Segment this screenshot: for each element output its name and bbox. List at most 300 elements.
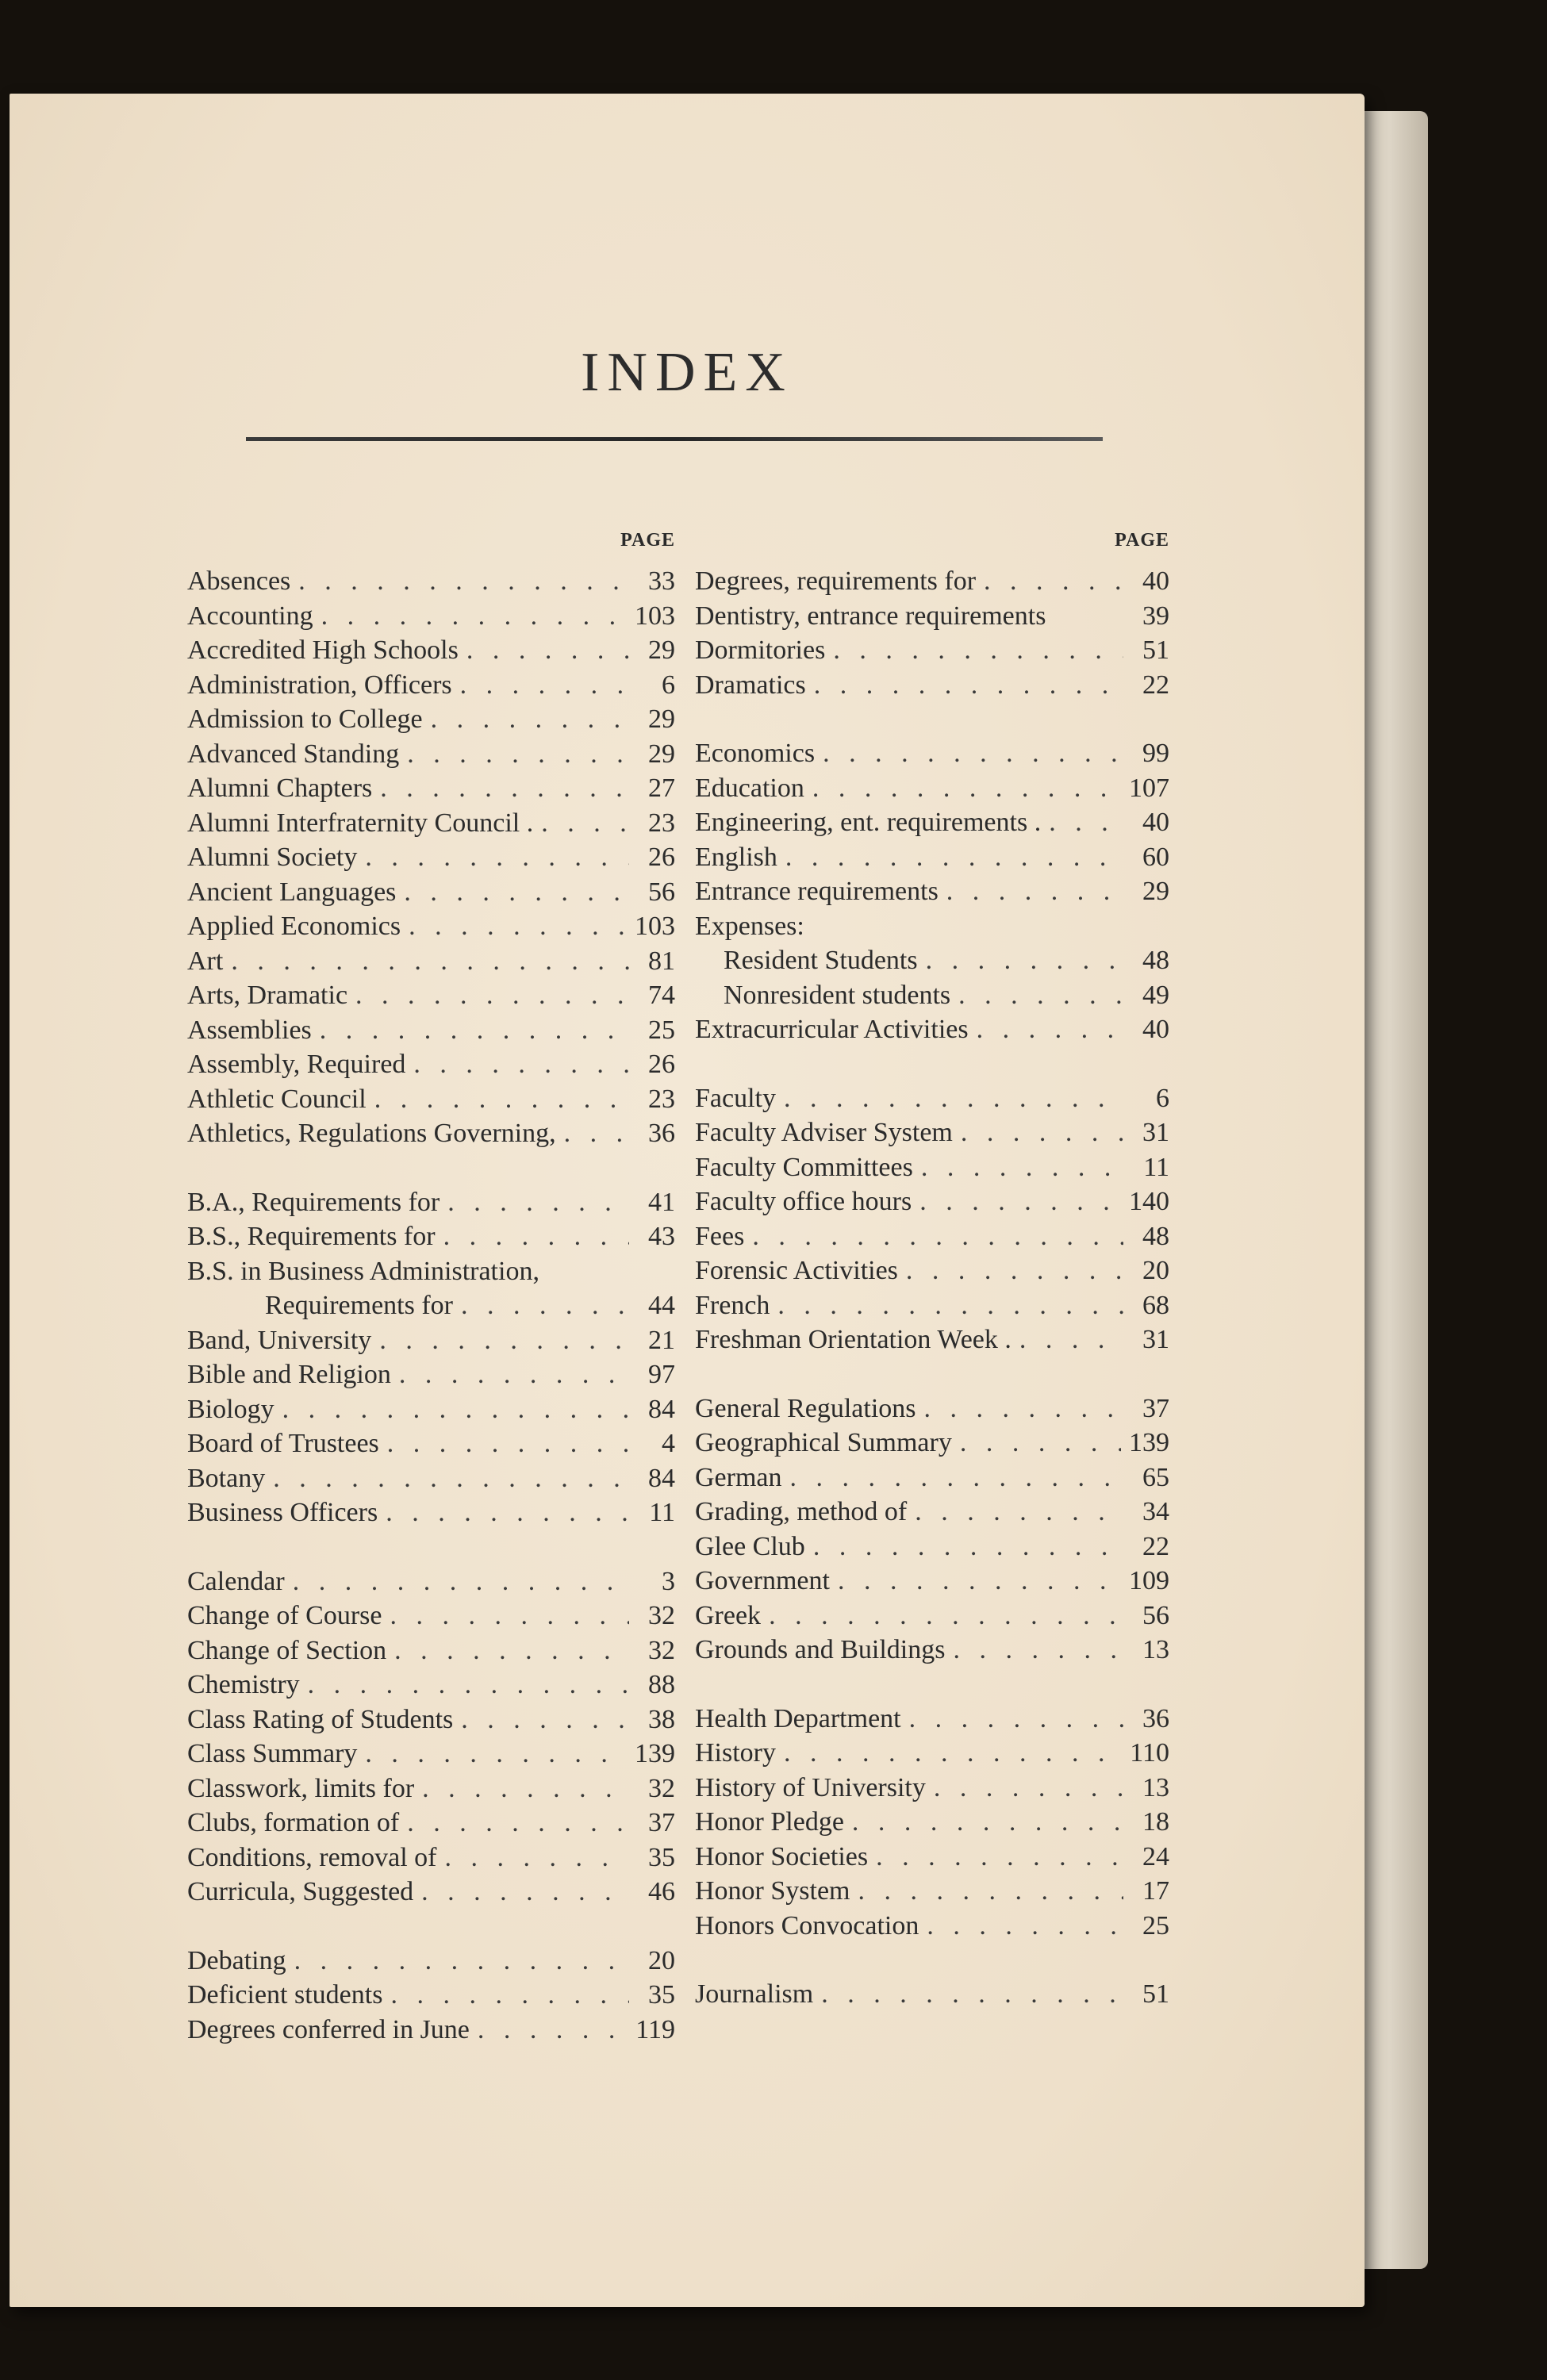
index-entry	[695, 1876, 1169, 1911]
index-entry-label: B.S. in Business Administration,	[187, 1256, 539, 1286]
index-entry-page: 32	[648, 1635, 675, 1665]
dot-leader	[407, 739, 629, 770]
index-entry-page: 26	[648, 1050, 675, 1079]
index-entry-label: Ancient Languages	[187, 877, 397, 907]
index-entry	[695, 1015, 1169, 1050]
index-entry	[695, 1738, 1169, 1773]
index-entry-label: General Regulations	[695, 1393, 916, 1423]
index-entry-label: Entrance requirements	[695, 877, 939, 906]
index-entry	[187, 739, 675, 774]
dot-leader	[461, 1291, 629, 1321]
index-entry	[187, 1084, 675, 1119]
dot-leader	[404, 877, 629, 908]
dot-leader	[784, 1738, 1122, 1768]
book-page	[10, 94, 1365, 2307]
index-entry	[695, 1807, 1169, 1842]
index-entry-page: 110	[1130, 1738, 1169, 1768]
dot-leader	[953, 1635, 1123, 1665]
section-gap	[695, 1945, 1169, 1979]
dot-leader	[320, 1015, 629, 1046]
dot-leader	[906, 1256, 1123, 1286]
index-entry-label: Biology	[187, 1394, 274, 1424]
index-entry-page: 32	[648, 1773, 675, 1803]
dot-leader	[365, 843, 629, 873]
index-entry-label: Athletic Council	[187, 1084, 367, 1114]
dot-leader	[790, 1463, 1123, 1493]
dot-leader	[984, 566, 1123, 597]
index-entry-page: 20	[648, 1945, 675, 1975]
index-entry-label: Resident Students	[724, 946, 918, 975]
index-entry-label: Engineering, ent. requirements .	[695, 808, 1042, 837]
index-entry-label: Grounds and Buildings	[695, 1635, 946, 1664]
index-entry	[187, 2015, 675, 2050]
index-entry-label: Faculty Adviser System	[695, 1118, 953, 1147]
index-entry-label: Dentistry, entrance requirements	[695, 601, 1046, 631]
index-entry-page: 13	[1142, 1772, 1169, 1802]
index-entry	[695, 912, 1169, 946]
index-entry	[695, 1084, 1169, 1119]
page-column-header: PAGE	[1115, 530, 1169, 551]
index-entry	[695, 1256, 1169, 1291]
index-entry-label: Chemistry	[187, 1670, 300, 1699]
index-entry-page: 40	[1142, 566, 1169, 596]
index-entry-page: 25	[648, 1015, 675, 1045]
index-entry-page: 74	[648, 981, 675, 1010]
index-entry-page: 139	[635, 1739, 675, 1768]
index-entry-page: 97	[648, 1360, 675, 1389]
index-entry-label: Forensic Activities	[695, 1256, 898, 1285]
index-entry	[695, 808, 1169, 843]
dot-leader	[852, 1807, 1123, 1837]
dot-leader	[921, 1153, 1123, 1183]
dot-leader	[541, 808, 629, 839]
dot-leader	[924, 1394, 1123, 1424]
index-entry	[187, 1739, 675, 1774]
index-entry	[695, 1463, 1169, 1498]
index-entry	[695, 601, 1169, 636]
index-entry-page: 29	[648, 635, 675, 665]
index-entry-page: 51	[1142, 1979, 1169, 2009]
index-entry	[187, 1188, 675, 1223]
index-entry	[695, 1704, 1169, 1739]
index-entry-page: 84	[648, 1463, 675, 1493]
index-entry	[695, 1773, 1169, 1808]
page-title: INDEX	[581, 342, 793, 403]
dot-leader	[421, 1877, 629, 1907]
index-entry-label: Class Summary	[187, 1739, 358, 1768]
dot-leader	[769, 1601, 1123, 1631]
index-entry-page: 33	[648, 566, 675, 596]
index-entry-page: 36	[1142, 1703, 1169, 1733]
index-entry-label: Journalism	[695, 1979, 814, 2009]
index-entry-page: 84	[648, 1394, 675, 1424]
index-entry-label: Nonresident students	[724, 980, 951, 1010]
index-entry	[695, 1497, 1169, 1532]
index-entry	[695, 1187, 1169, 1222]
index-entry-page: 103	[635, 912, 675, 941]
index-entry	[187, 1946, 675, 1981]
index-entry-label: Honors Convocation	[695, 1910, 919, 1940]
index-entry-page: 31	[1142, 1118, 1169, 1147]
dot-leader	[273, 1464, 629, 1494]
dot-leader	[785, 843, 1123, 873]
index-entry	[695, 1635, 1169, 1670]
dot-leader	[444, 1843, 629, 1873]
dot-leader	[355, 981, 629, 1011]
index-entry-label: Clubs, formation of	[187, 1808, 400, 1837]
index-entry-page: 6	[1156, 1083, 1169, 1113]
dot-leader	[926, 946, 1123, 976]
index-entry-label: Alumni Society	[187, 843, 358, 872]
index-entry-label: Degrees, requirements for	[695, 566, 977, 596]
index-entry-page: 26	[648, 843, 675, 872]
index-entry-page: 60	[1142, 842, 1169, 872]
dot-leader	[298, 566, 629, 597]
dot-leader	[407, 1808, 629, 1838]
index-entry-label: Arts, Dramatic	[187, 981, 348, 1010]
index-entry-label: Bible and Religion	[187, 1360, 391, 1389]
index-entry-page: 41	[648, 1187, 675, 1217]
index-entry	[187, 566, 675, 601]
index-entry	[187, 877, 675, 912]
index-entry	[695, 1118, 1169, 1153]
index-entry-label: Business Officers	[187, 1498, 378, 1527]
dot-leader	[399, 1360, 629, 1390]
dot-leader	[919, 1187, 1121, 1217]
index-entry-page: 38	[648, 1704, 675, 1734]
index-entry-label: Alumni Interfraternity Council .	[187, 808, 534, 838]
index-entry-label: Administration, Officers	[187, 670, 452, 700]
index-entry	[695, 1911, 1169, 1946]
index-entry-label: Honor Societies	[695, 1841, 869, 1871]
index-entry-page: 37	[648, 1808, 675, 1837]
section-gap	[187, 1533, 675, 1567]
dot-leader	[390, 1980, 629, 2010]
index-entry-page: 29	[1142, 877, 1169, 906]
index-entry	[695, 981, 1169, 1015]
index-entry-page: 20	[1142, 1256, 1169, 1285]
index-entry-page: 139	[1129, 1428, 1169, 1457]
dot-leader	[1049, 808, 1123, 838]
index-entry	[187, 843, 675, 877]
section-gap	[695, 1050, 1169, 1084]
index-entry-label: Degrees conferred in June	[187, 2014, 470, 2044]
dot-leader	[777, 1291, 1123, 1321]
index-entry-label: Athletics, Regulations Governing,	[187, 1119, 556, 1148]
dot-leader	[977, 1015, 1123, 1045]
index-entry-page: 48	[1142, 946, 1169, 975]
index-entry-page: 29	[648, 704, 675, 734]
dot-leader	[380, 774, 629, 804]
section-gap	[695, 704, 1169, 739]
index-entry-label: Admission to College	[187, 704, 423, 734]
index-entry-label: Economics	[695, 739, 816, 768]
index-entry	[187, 1980, 675, 2015]
index-entry	[695, 1979, 1169, 2014]
index-entry-label: B.S., Requirements for	[187, 1222, 436, 1251]
index-entry-page: 103	[635, 601, 675, 631]
dot-leader	[394, 1636, 629, 1666]
index-entry-label: Assembly, Required	[187, 1050, 406, 1079]
index-entry	[187, 1395, 675, 1430]
index-entry	[187, 1291, 675, 1326]
dot-leader	[812, 774, 1121, 804]
index-entry	[695, 739, 1169, 774]
index-entry	[187, 1464, 675, 1499]
index-entry-page: 56	[648, 877, 675, 907]
index-entry-label: Extracurricular Activities	[695, 1015, 969, 1044]
index-entry-label: Accredited High Schools	[187, 635, 459, 665]
index-entry-label: Deficient students	[187, 1980, 383, 2010]
dot-leader	[927, 1911, 1123, 1941]
dot-leader	[413, 1050, 629, 1080]
index-entry	[695, 1291, 1169, 1326]
dot-leader	[447, 1188, 629, 1218]
dot-leader	[814, 670, 1123, 701]
dot-leader	[1019, 1325, 1123, 1355]
index-entry-page: 99	[1142, 739, 1169, 768]
dot-leader	[823, 739, 1123, 769]
index-entry-label: Conditions, removal of	[187, 1842, 437, 1872]
index-entry	[187, 912, 675, 946]
index-entry-label: Geographical Summary	[695, 1428, 952, 1457]
index-entry-page: 31	[1142, 1325, 1169, 1354]
index-entry-label: Curricula, Suggested	[187, 1877, 414, 1906]
index-column-right	[695, 530, 1169, 2014]
index-entry-label: Absences	[187, 566, 291, 596]
index-entry-page: 48	[1142, 1221, 1169, 1251]
dot-leader	[961, 1118, 1123, 1148]
index-entry-page: 34	[1142, 1497, 1169, 1526]
index-entry	[695, 1532, 1169, 1567]
dot-leader	[386, 1498, 629, 1528]
index-entry	[187, 1015, 675, 1050]
index-entry	[187, 1877, 675, 1912]
index-entry-label: Health Department	[695, 1703, 901, 1733]
index-entry-label: Honor System	[695, 1876, 850, 1906]
dot-leader	[934, 1773, 1123, 1803]
index-entry-page: 46	[648, 1877, 675, 1906]
dot-leader	[431, 704, 629, 735]
index-entry-page: 27	[648, 774, 675, 803]
index-entry-label: Requirements for	[265, 1291, 453, 1320]
dot-leader	[838, 1566, 1121, 1596]
index-entry	[695, 1394, 1169, 1429]
dot-leader	[390, 1601, 629, 1631]
index-entry-label: Dormitories	[695, 635, 826, 665]
index-entry	[695, 1428, 1169, 1463]
index-entry	[187, 1774, 675, 1809]
index-entry	[695, 877, 1169, 912]
dot-leader	[282, 1395, 629, 1425]
index-entry	[695, 670, 1169, 705]
index-entry	[187, 601, 675, 636]
index-entry-label: Botany	[187, 1463, 266, 1493]
index-entry	[695, 1566, 1169, 1601]
index-entry	[187, 1705, 675, 1740]
dot-leader	[784, 1084, 1123, 1114]
index-entry-label: Art	[187, 946, 224, 976]
index-entry-label: Government	[695, 1566, 830, 1595]
index-entry-page: 107	[1129, 773, 1169, 803]
index-entry-label: Alumni Chapters	[187, 774, 373, 803]
index-entry-page: 44	[648, 1291, 675, 1320]
index-entry-page: 11	[1143, 1152, 1169, 1182]
index-entry-page: 23	[648, 808, 675, 838]
index-entry-page: 6	[662, 670, 675, 700]
index-entry-label: Faculty	[695, 1083, 776, 1113]
index-entry-label: Faculty Committees	[695, 1152, 913, 1182]
dot-leader	[308, 1670, 629, 1700]
index-entry-page: 37	[1142, 1393, 1169, 1423]
index-entry-label: Glee Club	[695, 1531, 805, 1561]
index-entry	[187, 1360, 675, 1395]
index-entry	[187, 1498, 675, 1533]
dot-leader	[946, 877, 1123, 907]
index-entry-page: 22	[1142, 1531, 1169, 1561]
index-entry	[187, 1670, 675, 1705]
dot-leader	[958, 981, 1123, 1011]
index-entry-label: Education	[695, 773, 804, 803]
dot-leader	[876, 1842, 1123, 1872]
index-entry	[187, 1257, 675, 1292]
index-entry-label: Debating	[187, 1945, 286, 1975]
index-entry	[187, 1601, 675, 1636]
index-entry-label: Fees	[695, 1221, 745, 1251]
dot-leader	[752, 1222, 1123, 1252]
index-entry-page: 13	[1142, 1635, 1169, 1664]
index-entry	[187, 1119, 675, 1154]
index-entry-label: Faculty office hours	[695, 1187, 912, 1216]
index-entry-label: Change of Course	[187, 1601, 382, 1630]
dot-leader	[461, 1705, 629, 1735]
index-entry-page: 36	[648, 1119, 675, 1148]
dot-leader	[231, 946, 629, 977]
index-entry	[695, 566, 1169, 601]
index-entry-label: History of University	[695, 1772, 926, 1802]
index-entry-label: Class Rating of Students	[187, 1704, 454, 1734]
index-entry-page: 119	[635, 2014, 675, 2044]
index-entry-page: 25	[1142, 1910, 1169, 1940]
index-entry-label: Classwork, limits for	[187, 1773, 415, 1803]
section-gap	[695, 1360, 1169, 1394]
index-entry	[695, 843, 1169, 877]
index-entry-label: B.A., Requirements for	[187, 1187, 440, 1217]
dot-leader	[409, 912, 627, 942]
index-entry	[695, 1842, 1169, 1877]
dot-leader	[858, 1876, 1124, 1906]
dot-leader	[379, 1326, 629, 1356]
index-entry-page: 140	[1129, 1187, 1169, 1216]
index-entry	[187, 946, 675, 981]
dot-leader	[387, 1429, 629, 1459]
index-entry-page: 65	[1142, 1462, 1169, 1492]
title-rule	[246, 437, 1103, 441]
index-entry	[187, 635, 675, 670]
index-entry	[695, 1153, 1169, 1188]
index-entry-page: 35	[648, 1980, 675, 2010]
dot-leader	[821, 1979, 1123, 2010]
index-entry-label: German	[695, 1462, 782, 1492]
dot-leader	[478, 2015, 628, 2045]
dot-leader	[422, 1774, 629, 1804]
index-entry-page: 21	[648, 1325, 675, 1355]
dot-leader	[833, 635, 1123, 666]
dot-leader	[564, 1119, 629, 1149]
index-entry-page: 3	[662, 1566, 675, 1596]
index-entry-label: Honor Pledge	[695, 1807, 844, 1837]
index-entry-label: Greek	[695, 1600, 762, 1630]
index-entry	[187, 670, 675, 705]
index-entry	[695, 946, 1169, 981]
dot-leader	[365, 1739, 627, 1769]
index-entry-page: 35	[648, 1842, 675, 1872]
index-entry-page: 29	[648, 739, 675, 769]
index-entry-page: 88	[648, 1670, 675, 1699]
index-entry-page: 51	[1142, 635, 1169, 665]
section-gap	[695, 1670, 1169, 1704]
index-entry	[187, 981, 675, 1015]
dot-leader	[813, 1532, 1123, 1562]
dot-leader	[374, 1084, 629, 1115]
index-entry-page: 81	[648, 946, 675, 976]
index-entry-page: 32	[648, 1601, 675, 1630]
index-entry-label: Advanced Standing	[187, 739, 400, 769]
dot-leader	[460, 670, 629, 701]
index-entry	[695, 1601, 1169, 1636]
index-entry-page: 49	[1142, 980, 1169, 1010]
index-entry-label: Calendar	[187, 1566, 285, 1596]
index-entry	[187, 774, 675, 808]
index-entry-label: French	[695, 1290, 770, 1320]
index-entry-label: Accounting	[187, 601, 313, 631]
index-entry-page: 109	[1129, 1566, 1169, 1595]
index-entry-label: Board of Trustees	[187, 1429, 379, 1458]
index-entry	[695, 1222, 1169, 1257]
index-entry	[187, 1636, 675, 1671]
index-entry-page: 39	[1142, 601, 1169, 631]
index-entry-page: 23	[648, 1084, 675, 1114]
index-entry	[187, 1429, 675, 1464]
index-entry-page: 18	[1142, 1807, 1169, 1837]
index-entry-label: Assemblies	[187, 1015, 312, 1045]
index-entry-label: History	[695, 1738, 776, 1768]
index-entry-label: Expenses:	[695, 911, 804, 941]
index-entry-label: English	[695, 842, 777, 872]
index-entry-page: 56	[1142, 1600, 1169, 1630]
dot-leader	[909, 1704, 1123, 1734]
index-entry-label: Grading, method of	[695, 1497, 908, 1526]
index-entry-page: 22	[1142, 670, 1169, 700]
dot-leader	[293, 1567, 629, 1597]
dot-leader	[443, 1222, 629, 1252]
index-column-left	[187, 530, 675, 2049]
index-entry-label: Change of Section	[187, 1635, 387, 1665]
index-entry	[187, 808, 675, 843]
index-entry-label: Dramatics	[695, 670, 806, 700]
dot-leader	[915, 1497, 1123, 1527]
section-gap	[187, 1154, 675, 1188]
index-entry-label: Applied Economics	[187, 912, 401, 941]
index-entry	[187, 1326, 675, 1361]
index-entry-page: 17	[1142, 1876, 1169, 1906]
index-entry	[187, 1050, 675, 1084]
dot-leader	[294, 1946, 629, 1976]
section-gap	[187, 1912, 675, 1946]
page-column-header: PAGE	[620, 530, 675, 551]
index-entry	[695, 635, 1169, 670]
index-entry	[187, 1567, 675, 1602]
